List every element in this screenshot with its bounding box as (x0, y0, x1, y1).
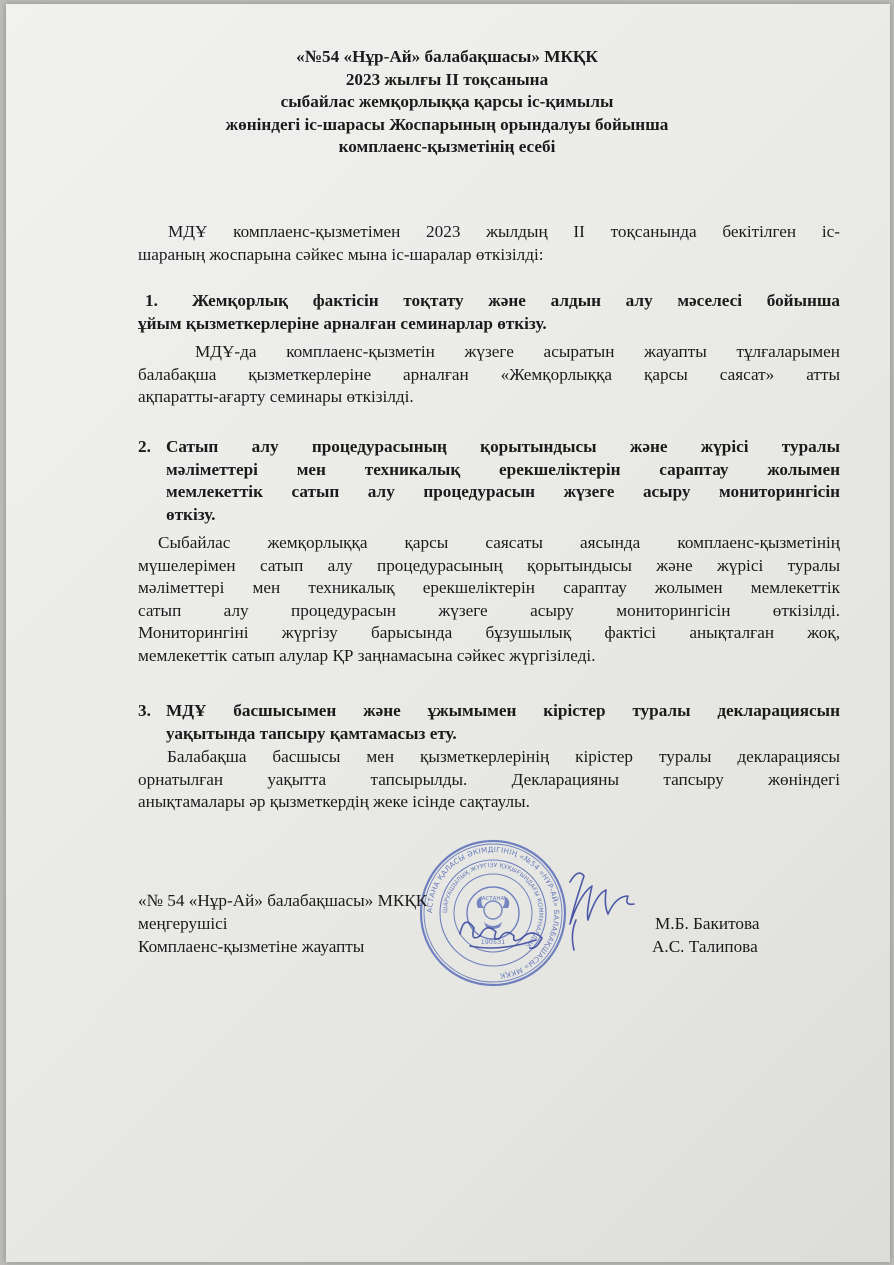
body-line: орнатылған уақытта тапсырылды. Декларацияны тапсыру жөніндегі (138, 769, 840, 789)
item-2-heading (166, 436, 840, 526)
item-2-body (138, 532, 840, 667)
heading-line: Жемқорлық фактісін тоқтату және алдын алу мәселесі бойынша (192, 291, 840, 310)
body-line: мемлекеттік сатып алулар ҚР заңнамасына сәйкес жүргізіледі. (138, 645, 596, 665)
body-line: мәліметтері мен техникалық ерекшеліктерін сараптау жолымен мемлекеттік (138, 578, 840, 597)
body-line: балабақша қызметкерлеріне арналған «Жемқорлыққа қарсы саясат» атты (138, 364, 840, 384)
signature-compliance-name: А.С. Талипова (652, 937, 758, 956)
body-line: сатып алу процедурасын жүзеге асыру мониторингісін өткізілді. (138, 600, 840, 620)
intro-line: шараның жоспарына сәйкес мына іс-шаралар өткізілді: (138, 244, 544, 264)
intro-paragraph (138, 221, 840, 266)
stamp-outer-text: АСТАНА ҚАЛАСЫ ӘКІМДІГІНІҢ «№54 «НҰР-АЙ» БАЛАБАҚШАСЫ» МКҚК (424, 844, 562, 981)
signature-head-role: меңгерушісі (138, 914, 228, 933)
heading-line: мәліметтері мен техникалық ерекшеліктерін сараптау жолымен (166, 459, 840, 479)
body-line: анықтамалары әр қызметкердің жеке ісінде сақтаулы. (138, 792, 530, 811)
heading-line: Сатып алу процедурасының қорытындысы және жүрісі туралы (166, 437, 840, 456)
title-line: сыбайлас жемқорлыққа қарсы іс-қимылы (280, 92, 614, 111)
item-1-heading (138, 290, 840, 335)
signature-head-name: М.Б. Бакитова (655, 914, 760, 933)
heading-line: мемлекеттік сатып алу процедурасын жүзеге асыру мониторингісін (166, 482, 840, 501)
item-number: 3. (138, 701, 151, 720)
heading-line: уақытында тапсыру қамтамасыз ету. (166, 723, 457, 743)
stamp-code: 190531 (480, 938, 506, 946)
body-line: Мониторингіні жүргізу барысында бұзушылық фактісі анықталған жоқ, (138, 623, 840, 642)
heading-line: өткізу. (166, 504, 216, 524)
heading-line: МДҰ басшысымен және ұжымымен кірістер туралы декларациясын (166, 701, 840, 720)
signature-compliance-role: Комплаенс-қызметіне жауапты (138, 937, 365, 956)
body-line: Сыбайлас жемқорлыққа қарсы саясаты аясында комплаенс-қызметінің (158, 533, 840, 552)
title-line: жөніндегі іс-шарасы Жоспарының орындалуы бойынша (225, 114, 669, 134)
stamp-center-text: АСТАНА (481, 896, 505, 902)
title-line: 2023 жылғы II тоқсанына (345, 69, 549, 89)
item-1-body (138, 341, 840, 409)
title-line: комплаенс-қызметінің есебі (338, 137, 556, 156)
item-number: 2. (138, 437, 151, 456)
document-title (0, 46, 894, 159)
item-3-body (138, 746, 840, 814)
title-line: «№54 «Нұр-Ай» балабақшасы» МКҚК (296, 47, 598, 66)
signature-org-line: «№ 54 «Нұр-Ай» балабақшасы» МКҚК (138, 891, 428, 910)
handwritten-signature (450, 862, 670, 972)
heading-line: ұйым қызметкерлеріне арналған семинарлар өткізу. (138, 313, 547, 333)
intro-line: МДҰ комплаенс-қызметімен 2023 жылдың II тоқсанында бекітілген іс- (168, 222, 840, 241)
item-3-heading (166, 700, 840, 745)
body-line: Балабақша басшысы мен қызметкерлерінің кірістер туралы декларациясы (167, 747, 840, 766)
body-line: МДҰ-да комплаенс-қызметін жүзеге асыратын жауапты тұлғаларымен (195, 342, 840, 361)
item-number: 1. (145, 291, 158, 310)
body-line: ақпаратты-ағарту семинары өткізілді. (138, 387, 414, 406)
stamp-inner-text: ШАРУАШЫЛЫҚ ЖҮРГІЗУ ҚҰҚЫҒЫНДАҒЫ КОММУНАЛДЫҚ (441, 861, 545, 949)
body-line: мүшелерімен сатып алу процедурасының қорытындысы және жүрісі туралы (138, 555, 840, 575)
